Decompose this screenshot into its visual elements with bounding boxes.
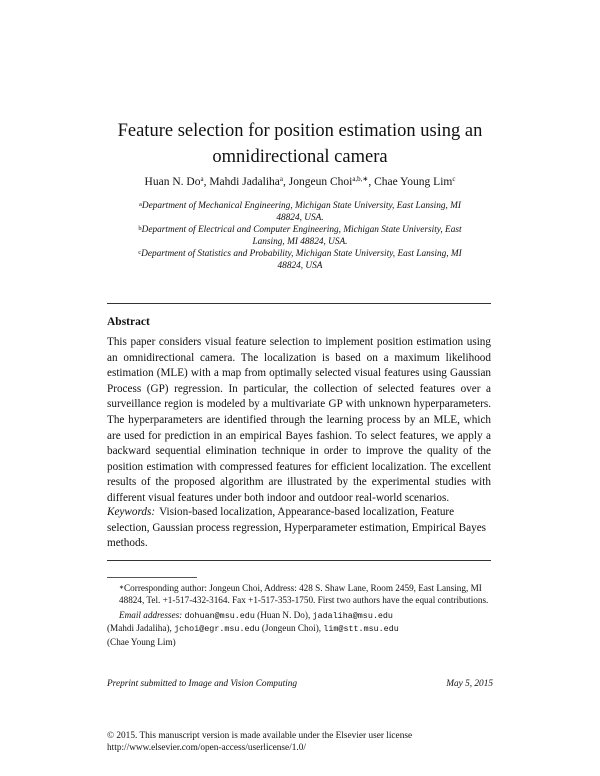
- preprint-line: [107, 679, 493, 689]
- email-link[interactable]: dohuan@msu.edu: [184, 610, 255, 621]
- author-list: Huan N. Do$^a$, Mahdi Jadaliha$^a$, Jongeun Choi$^{a,b,∗}$, Chae Young Lim$^c$: [144, 175, 456, 188]
- author-affil-mark: a: [200, 175, 204, 183]
- affiliation-line: 48824, USA: [277, 261, 323, 271]
- affiliation-line: Department of Mechanical Engineering, Michigan State University, East Lansing, MI: [141, 201, 462, 211]
- author-name: Jongeun Choi: [288, 176, 353, 188]
- keywords-text: Vision-based localization, Appearance-based localization, Feature selection, Gaussian process regression, Hyperparameter estimation, Empirical Bayes methods.: [107, 506, 487, 550]
- email-owner: (Chae Young Lim): [107, 636, 176, 647]
- keywords-label: Keywords:: [107, 506, 156, 518]
- author-name: Mahdi Jadaliha: [209, 176, 280, 188]
- license-url[interactable]: http://www.elsevier.com/open-access/userlicense/1.0/: [107, 743, 306, 753]
- abstract-body: This paper considers visual feature selection to implement position estimation using an omnidirectional camera. The localization is based on a maximum likelihood estimation (MLE) with a map from optimally selected visual features using Gaussian Process (GP) regression. In particular, the collection of selected features over a surveillance region is modeled by a multivariate GP with unknown hyperparameters. The hyperparameters are identified through the learning process by an MLE, which are used for prediction in an empirical Bayes fashion. To select features, we apply a backward sequential elimination technique in order to improve the quality of the position estimation with compressed features for efficient localization. The excellent results of the proposed algorithm are illustrated by the experimental studies with different visual features under both indoor and outdoor real-world scenarios.: [107, 336, 491, 504]
- affiliation-line: Department of Statistics and Probability, Michigan State University, East Lansing, MI: [141, 249, 462, 259]
- license-notice: [107, 730, 507, 754]
- paper-title: [60, 118, 540, 170]
- email-link[interactable]: jchoi@egr.msu.edu: [174, 624, 260, 635]
- email-link[interactable]: lim@stt.msu.edu: [323, 624, 399, 635]
- affiliation-line: 48824, USA.: [276, 213, 324, 223]
- affiliation-line: Department of Electrical and Computer Engineering, Michigan State University, East: [141, 225, 462, 235]
- footnote-mark: ∗: [119, 585, 125, 591]
- email-owner: (Mahdi Jadaliha),: [107, 623, 172, 634]
- title-line-1: Feature selection for position estimation using an: [117, 121, 483, 141]
- preprint-journal: Preprint submitted to Image and Vision Computing: [107, 679, 298, 689]
- abstract-top-rule: [107, 303, 491, 304]
- email-link[interactable]: jadaliha@msu.edu: [312, 610, 393, 621]
- author-affil-mark: a,b,∗: [352, 175, 369, 183]
- title-line-2: omnidirectional camera: [212, 147, 388, 167]
- keywords: [107, 505, 491, 552]
- affiliation: [110, 248, 490, 272]
- affiliation: [110, 200, 490, 224]
- footnote: [107, 582, 493, 648]
- affiliation: [110, 224, 490, 248]
- footnote-rule: [107, 577, 197, 578]
- author-name: Chae Young Lim: [374, 176, 453, 188]
- affiliation-mark: a: [138, 201, 142, 208]
- email-label: Email addresses:: [119, 609, 183, 620]
- author-affil-mark: a: [279, 175, 283, 183]
- abstract-heading: Abstract: [107, 316, 150, 328]
- author-affil-mark: c: [452, 175, 456, 183]
- affiliation-mark: c: [138, 249, 142, 256]
- email-owner: (Jongeun Choi),: [261, 623, 322, 634]
- author-name: Huan N. Do: [144, 176, 201, 188]
- abstract-bottom-rule: [107, 560, 491, 561]
- preprint-date: May 5, 2015: [446, 679, 493, 689]
- affiliation-mark: b: [138, 225, 142, 232]
- email-owner: (Huan N. Do),: [257, 609, 311, 620]
- corresponding-author-note: Corresponding author: Jongeun Choi, Address: 428 S. Shaw Lane, Room 2459, East Lansing, MI 48824, Tel. +1-517-432-3164. Fax +1-517-353-1750. First two authors have the equal contributions.: [119, 583, 489, 606]
- affiliation-line: Lansing, MI 48824, USA.: [252, 237, 348, 247]
- license-text: © 2015. This manuscript version is made available under the Elsevier user license: [107, 731, 413, 741]
